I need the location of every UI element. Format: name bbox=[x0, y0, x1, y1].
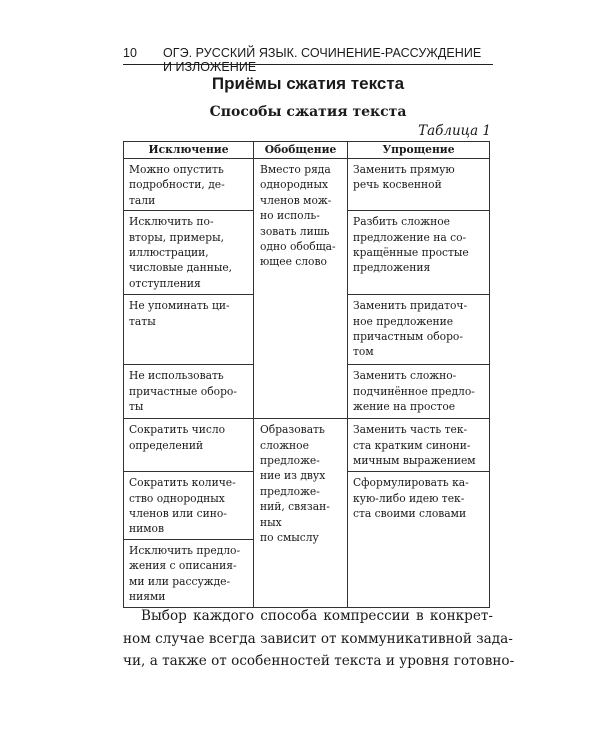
exclusion-cell bbox=[124, 295, 254, 365]
header-exclusion: Исключение bbox=[124, 142, 254, 159]
paragraph-line: ном случае всегда зависит от коммуникативной зада- bbox=[123, 630, 513, 647]
table-header-row bbox=[124, 142, 490, 159]
exclusion-cell bbox=[124, 211, 254, 295]
cell-text: Заменить прямую речь косвенной bbox=[353, 163, 455, 192]
simplification-cell bbox=[348, 365, 490, 419]
running-title: ОГЭ. РУССКИЙ ЯЗЫК. СОЧИНЕНИЕ-РАССУЖДЕНИЕ И ИЗЛОЖЕНИЕ bbox=[163, 46, 482, 74]
cell-text: Вместо ряда однородных членов мож- но исполь- зовать лишь одно обобща- ющее слово bbox=[260, 163, 336, 269]
generalization-cell bbox=[254, 159, 348, 419]
cell-text: Заменить сложно- подчинённое предло- жение на простое bbox=[353, 369, 475, 414]
header-simplification: Упрощение bbox=[348, 142, 490, 159]
header-generalization: Обобщение bbox=[254, 142, 348, 159]
paragraph-line: чи, а также от особенностей текста и уровня готовно- bbox=[123, 653, 515, 669]
compression-methods-table bbox=[123, 141, 490, 608]
exclusion-cell bbox=[124, 365, 254, 419]
cell-text: Образовать сложное предложе- ние из двух предложе- ний, связан- ных по смыслу bbox=[260, 423, 330, 545]
table-number: Таблица 1 bbox=[418, 123, 491, 139]
simplification-cell bbox=[348, 295, 490, 365]
exclusion-cell bbox=[124, 159, 254, 211]
exclusion-cell bbox=[124, 539, 254, 607]
simplification-cell bbox=[348, 159, 490, 211]
page-number: 10 bbox=[123, 46, 137, 60]
table-row bbox=[124, 419, 490, 472]
cell-text: Разбить сложное предложение на со- кращённые простые предложения bbox=[353, 215, 469, 275]
cell-text: Не использовать причастные оборо- ты bbox=[129, 369, 237, 414]
simplification-cell bbox=[348, 472, 490, 608]
cell-text: Можно опустить подробности, де- тали bbox=[129, 163, 225, 207]
exclusion-cell bbox=[124, 419, 254, 472]
cell-text: Сократить число определений bbox=[129, 423, 226, 452]
cell-text: Сформулировать ка- кую-либо идею тек- ста своими словами bbox=[353, 476, 469, 521]
simplification-cell bbox=[348, 211, 490, 295]
exclusion-cell bbox=[124, 472, 254, 540]
section-title: Приёмы сжатия текста bbox=[211, 74, 405, 93]
cell-text: Заменить придаточ- ное предложение причастным оборо- том bbox=[353, 299, 468, 359]
cell-text: Исключить по- вторы, примеры, иллюстрации, числовые данные, отступления bbox=[129, 215, 233, 290]
running-header bbox=[123, 40, 493, 74]
body-paragraph bbox=[123, 605, 515, 673]
cell-text: Не упоминать ци- таты bbox=[129, 299, 230, 328]
table-row bbox=[124, 159, 490, 211]
cell-text: Сократить количе- ство однородных членов или сино- нимов bbox=[129, 476, 236, 536]
cell-text: Заменить часть тек- ста кратким синони- мичным выражением bbox=[353, 423, 476, 468]
table-caption: Способы сжатия текста bbox=[209, 104, 407, 120]
generalization-cell bbox=[254, 419, 348, 608]
cell-text: Исключить предло- жения с описания- ми или рассужде- ниями bbox=[129, 543, 241, 604]
simplification-cell bbox=[348, 419, 490, 472]
paragraph-line: Выбор каждого способа компрессии в конкрет- bbox=[141, 608, 493, 624]
